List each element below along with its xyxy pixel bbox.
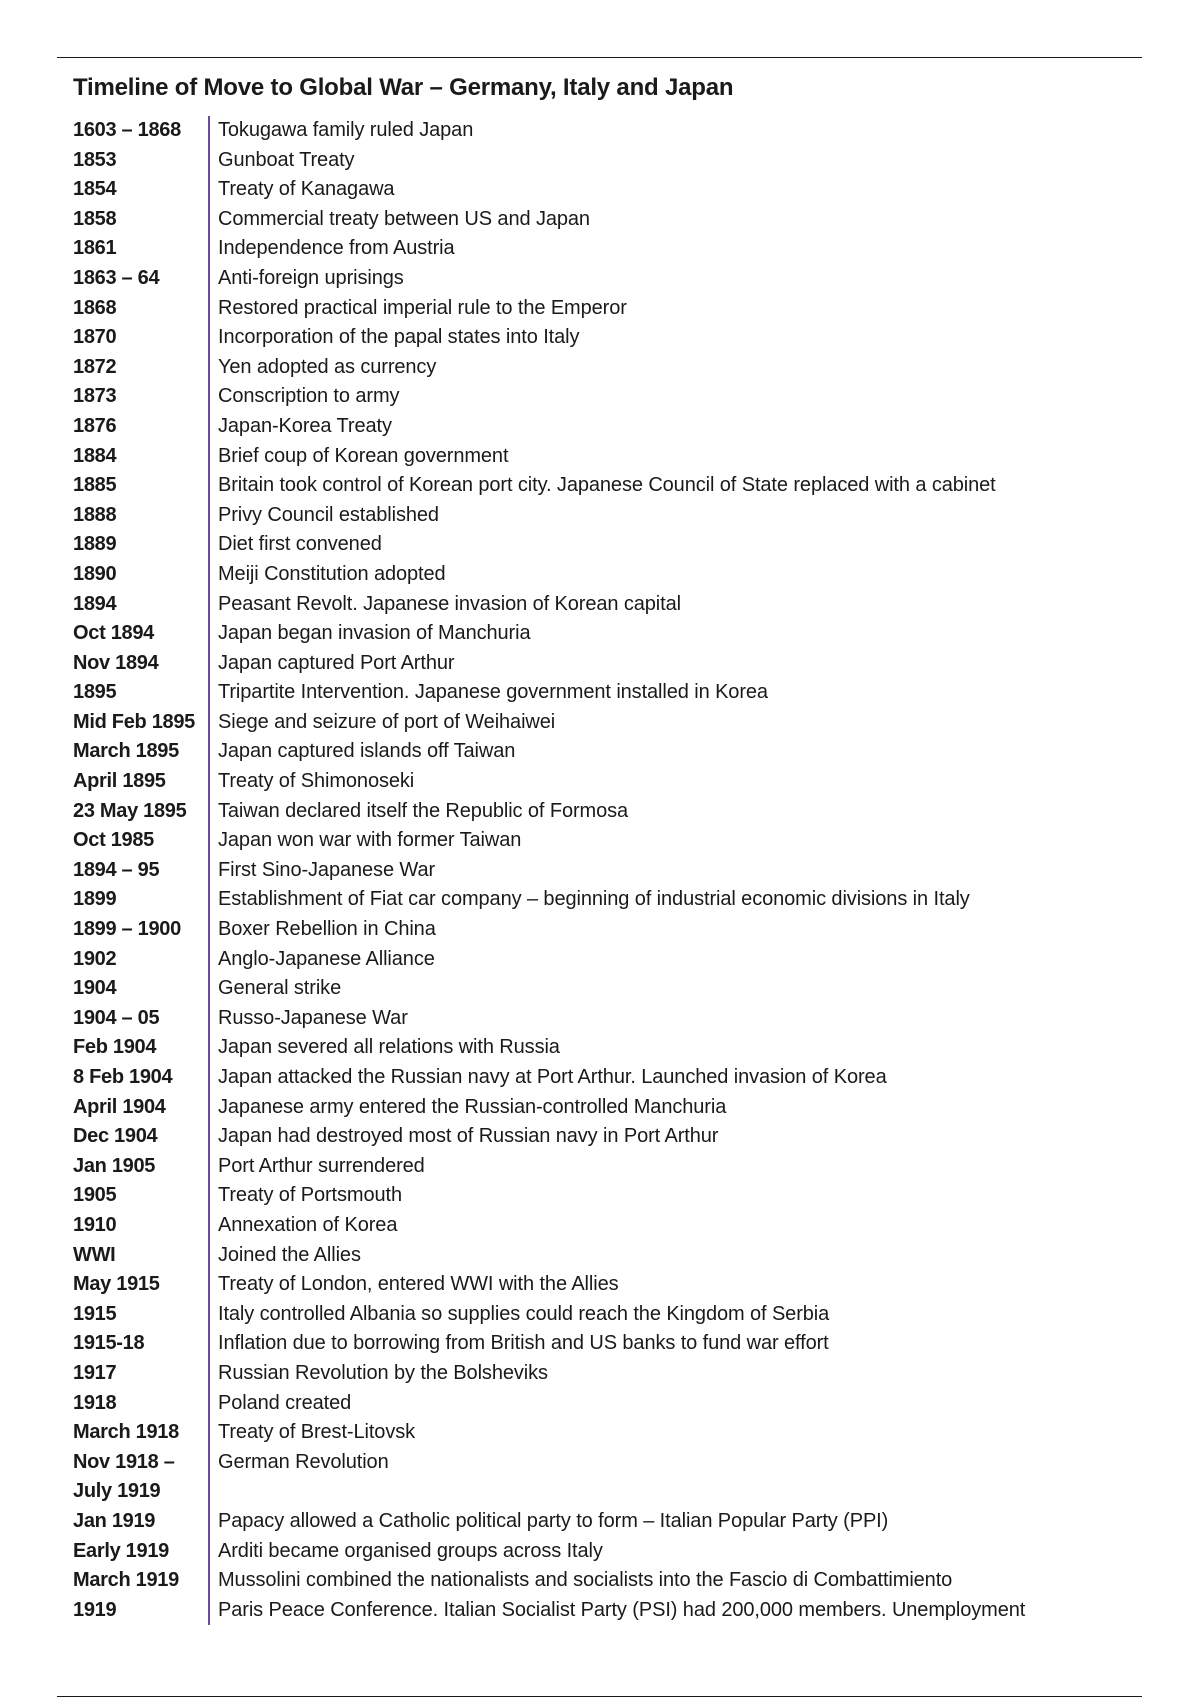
event-description: Arditi became organised groups across Italy (208, 1537, 1153, 1567)
timeline-table (73, 116, 1153, 1625)
timeline-row (73, 1152, 1153, 1182)
timeline-row (73, 737, 1153, 767)
event-date: May 1915 (73, 1273, 160, 1296)
timeline-row (73, 264, 1153, 294)
event-description: Taiwan declared itself the Republic of Formosa (208, 797, 1153, 827)
event-description: Establishment of Fiat car company – beginning of industrial economic divisions in Italy (208, 885, 1153, 915)
event-description: Anti-foreign uprisings (208, 264, 1153, 294)
timeline-row (73, 323, 1153, 353)
event-date: 1889 (73, 533, 117, 556)
timeline-row (73, 234, 1153, 264)
event-description: Anglo-Japanese Alliance (208, 945, 1153, 975)
timeline-row (73, 1448, 1153, 1478)
event-description: Incorporation of the papal states into Italy (208, 323, 1153, 353)
timeline-row (73, 146, 1153, 176)
timeline-row (73, 175, 1153, 205)
timeline-row (73, 974, 1153, 1004)
timeline-row (73, 442, 1153, 472)
event-description: Restored practical imperial rule to the Emperor (208, 294, 1153, 324)
timeline-row (73, 353, 1153, 383)
timeline-row (73, 619, 1153, 649)
page-title: Timeline of Move to Global War – Germany, Italy and Japan (73, 74, 734, 101)
timeline-row (73, 708, 1153, 738)
event-description: Boxer Rebellion in China (208, 915, 1153, 945)
event-date: 1910 (73, 1213, 117, 1236)
event-date: 1917 (73, 1361, 117, 1384)
event-description: Inflation due to borrowing from British and US banks to fund war effort (208, 1329, 1153, 1359)
timeline-row (73, 1359, 1153, 1389)
timeline-row (73, 1033, 1153, 1063)
timeline-row (73, 501, 1153, 531)
event-description: Gunboat Treaty (208, 146, 1153, 176)
event-date: 1603 – 1868 (73, 119, 181, 141)
event-description: Treaty of Brest-Litovsk (208, 1418, 1153, 1448)
event-description: Tripartite Intervention. Japanese government installed in Korea (208, 678, 1153, 708)
event-description: Joined the Allies (208, 1241, 1153, 1271)
event-date: 1888 (73, 503, 117, 526)
event-date: Nov 1894 (73, 651, 159, 674)
event-date: 23 May 1895 (73, 799, 187, 822)
timeline-row (73, 1537, 1153, 1567)
event-date: 1915 (73, 1302, 117, 1325)
event-description: Japan won war with former Taiwan (208, 826, 1153, 856)
event-description (208, 1477, 1153, 1507)
timeline-row (73, 294, 1153, 324)
event-description: Russo-Japanese War (208, 1004, 1153, 1034)
event-description: General strike (208, 974, 1153, 1004)
event-description: Japan had destroyed most of Russian navy in Port Arthur (208, 1122, 1153, 1152)
event-description: Russian Revolution by the Bolsheviks (208, 1359, 1153, 1389)
event-date: 1890 (73, 562, 117, 585)
event-date: Mid Feb 1895 (73, 710, 195, 733)
timeline-row (73, 1241, 1153, 1271)
event-date: March 1895 (73, 740, 179, 763)
event-description: Treaty of Portsmouth (208, 1181, 1153, 1211)
timeline-row (73, 945, 1153, 975)
event-date: Nov 1918 – (73, 1450, 175, 1473)
timeline-row (73, 530, 1153, 560)
event-date: 1873 (73, 385, 117, 408)
event-description: Treaty of Shimonoseki (208, 767, 1153, 797)
event-date: 1919 (73, 1598, 117, 1621)
event-description: Treaty of Kanagawa (208, 175, 1153, 205)
timeline-row (73, 1418, 1153, 1448)
timeline-row (73, 1477, 1153, 1507)
event-date: Oct 1894 (73, 622, 154, 645)
event-date: 1884 (73, 444, 117, 467)
timeline-row (73, 1181, 1153, 1211)
event-description: Japan-Korea Treaty (208, 412, 1153, 442)
timeline-row (73, 767, 1153, 797)
event-date: WWI (73, 1243, 116, 1266)
event-description: Japanese army entered the Russian-controlled Manchuria (208, 1093, 1153, 1123)
event-date: July 1919 (73, 1480, 161, 1503)
timeline-row (73, 1596, 1153, 1626)
timeline-row (73, 1122, 1153, 1152)
event-description: Brief coup of Korean government (208, 442, 1153, 472)
event-date: 1899 – 1900 (73, 918, 181, 941)
event-date: Jan 1905 (73, 1154, 156, 1177)
event-description: Japan began invasion of Manchuria (208, 619, 1153, 649)
event-description: Conscription to army (208, 382, 1153, 412)
event-description: Diet first convened (208, 530, 1153, 560)
bottom-rule (57, 1696, 1142, 1697)
timeline-row (73, 1300, 1153, 1330)
event-description: Japan attacked the Russian navy at Port Arthur. Launched invasion of Korea (208, 1063, 1153, 1093)
timeline-row (73, 471, 1153, 501)
event-date: 1868 (73, 296, 117, 319)
timeline-row (73, 678, 1153, 708)
event-description: Papacy allowed a Catholic political party to form – Italian Popular Party (PPI) (208, 1507, 1153, 1537)
timeline-row (73, 560, 1153, 590)
event-description: Siege and seizure of port of Weihaiwei (208, 708, 1153, 738)
event-date: 1863 – 64 (73, 266, 160, 289)
timeline-row (73, 1093, 1153, 1123)
timeline-row (73, 412, 1153, 442)
event-description: Independence from Austria (208, 234, 1153, 264)
timeline-row (73, 382, 1153, 412)
event-description: Paris Peace Conference. Italian Socialist Party (PSI) had 200,000 members. Unemployment (208, 1596, 1153, 1626)
event-date: March 1919 (73, 1569, 179, 1592)
top-rule (57, 57, 1142, 58)
event-date: 1885 (73, 474, 117, 497)
event-description: Mussolini combined the nationalists and socialists into the Fascio di Combattimiento (208, 1566, 1153, 1596)
event-description: German Revolution (208, 1448, 1153, 1478)
event-description: Japan captured islands off Taiwan (208, 737, 1153, 767)
event-description: Treaty of London, entered WWI with the Allies (208, 1270, 1153, 1300)
event-date: 1853 (73, 148, 117, 171)
timeline-row (73, 1063, 1153, 1093)
event-date: Dec 1904 (73, 1125, 158, 1148)
event-description: Italy controlled Albania so supplies could reach the Kingdom of Serbia (208, 1300, 1153, 1330)
event-description: First Sino-Japanese War (208, 856, 1153, 886)
event-date: Oct 1985 (73, 829, 154, 852)
event-description: Peasant Revolt. Japanese invasion of Korean capital (208, 590, 1153, 620)
event-description: Meiji Constitution adopted (208, 560, 1153, 590)
timeline-row (73, 116, 1153, 146)
event-description: Britain took control of Korean port city. Japanese Council of State replaced with a cabinet (208, 471, 1153, 501)
event-date: 1876 (73, 414, 117, 437)
timeline-row (73, 205, 1153, 235)
event-description: Privy Council established (208, 501, 1153, 531)
event-description: Yen adopted as currency (208, 353, 1153, 383)
event-description: Japan captured Port Arthur (208, 649, 1153, 679)
timeline-row (73, 1004, 1153, 1034)
event-date: 1858 (73, 207, 117, 230)
event-date: 1918 (73, 1391, 117, 1414)
event-date: 1915-18 (73, 1332, 145, 1355)
timeline-row (73, 590, 1153, 620)
timeline-row (73, 1507, 1153, 1537)
event-date: Feb 1904 (73, 1036, 157, 1059)
event-date: March 1918 (73, 1421, 179, 1444)
event-date: 1894 (73, 592, 117, 615)
event-date: 1861 (73, 237, 117, 260)
timeline-row (73, 1389, 1153, 1419)
timeline-row (73, 797, 1153, 827)
event-description: Tokugawa family ruled Japan (208, 116, 1153, 146)
event-date: 1894 – 95 (73, 858, 160, 881)
event-description: Poland created (208, 1389, 1153, 1419)
timeline-row (73, 1329, 1153, 1359)
event-description: Port Arthur surrendered (208, 1152, 1153, 1182)
event-description: Japan severed all relations with Russia (208, 1033, 1153, 1063)
event-date: Early 1919 (73, 1539, 169, 1562)
timeline-row (73, 826, 1153, 856)
event-date: 1899 (73, 888, 117, 911)
event-description: Commercial treaty between US and Japan (208, 205, 1153, 235)
timeline-row (73, 885, 1153, 915)
timeline-row (73, 915, 1153, 945)
event-description: Annexation of Korea (208, 1211, 1153, 1241)
event-date: April 1895 (73, 770, 166, 793)
event-date: 1904 – 05 (73, 1006, 160, 1029)
event-date: 1905 (73, 1184, 117, 1207)
timeline-row (73, 649, 1153, 679)
event-date: Jan 1919 (73, 1509, 156, 1532)
event-date: 8 Feb 1904 (73, 1066, 173, 1088)
timeline-row (73, 856, 1153, 886)
timeline-row (73, 1270, 1153, 1300)
event-date: 1870 (73, 326, 117, 349)
event-date: 1902 (73, 947, 117, 970)
event-date: April 1904 (73, 1095, 166, 1118)
timeline-row (73, 1211, 1153, 1241)
event-date: 1854 (73, 178, 117, 201)
timeline-row (73, 1566, 1153, 1596)
event-date: 1895 (73, 681, 117, 704)
event-date: 1872 (73, 355, 117, 378)
event-date: 1904 (73, 977, 117, 1000)
